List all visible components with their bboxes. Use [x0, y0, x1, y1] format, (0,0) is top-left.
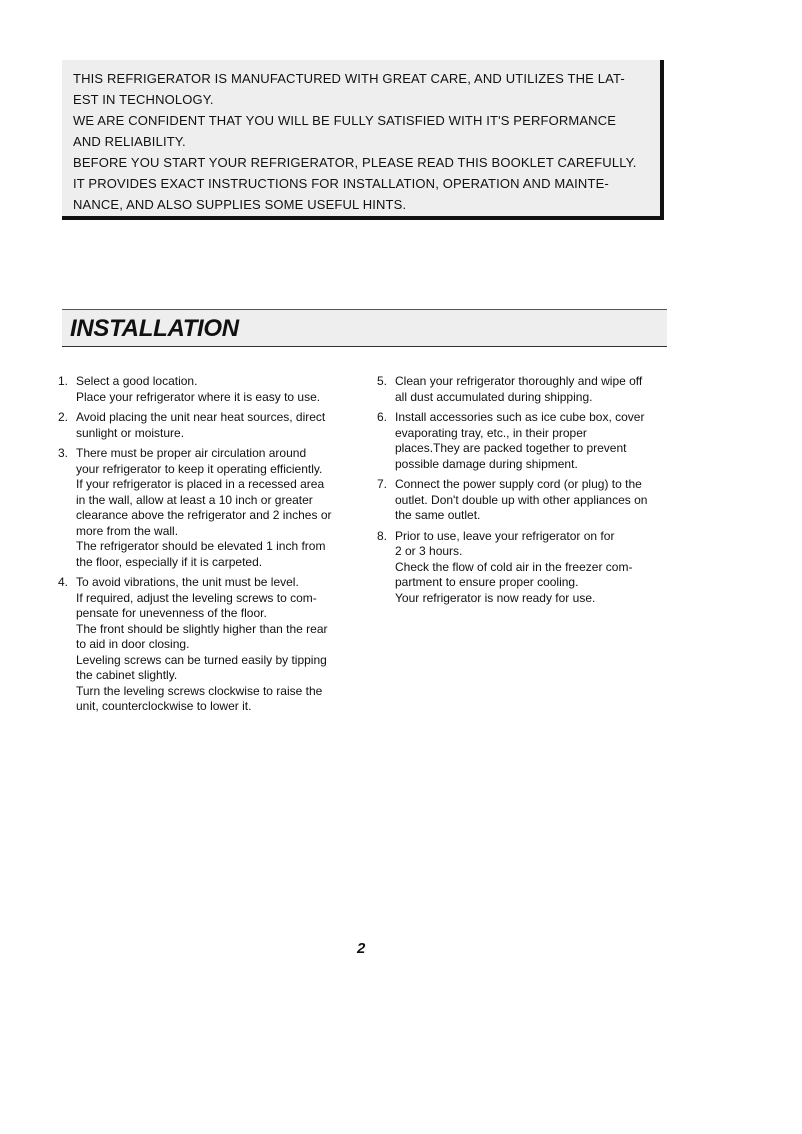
step-text: pensate for unevenness of the floor. — [76, 606, 267, 620]
step-text: possible damage during shipment. — [395, 456, 578, 471]
step-number: 6. — [377, 410, 388, 424]
intro-line: AND RELIABILITY. — [73, 134, 186, 149]
step-text: the same outlet. — [395, 508, 481, 522]
step-text: Leveling screws can be turned easily by tipping — [76, 652, 327, 667]
step-text: If required, adjust the leveling screws to com- — [76, 590, 317, 605]
step-text: The refrigerator should be elevated 1 inch from — [76, 539, 326, 553]
step-text: Connect the power supply cord (or plug) to the — [395, 477, 642, 491]
step-text: There must be proper air circulation around — [76, 446, 307, 460]
step-number: 7. — [377, 477, 388, 491]
step-text: Install accessories such as ice cube box, cover — [395, 410, 645, 424]
step-text: Clean your refrigerator thoroughly and wipe off — [395, 374, 643, 388]
section-title: INSTALLATION — [70, 315, 239, 342]
step-text: to aid in door closing. — [76, 637, 190, 651]
step-5 — [377, 374, 677, 405]
step-text: your refrigerator to keep it operating efficiently. — [76, 461, 323, 476]
step-text: Place your refrigerator where it is easy to use. — [76, 389, 321, 404]
step-2 — [58, 410, 358, 441]
step-1 — [58, 374, 358, 405]
intro-text — [73, 68, 658, 215]
step-text: Your refrigerator is now ready for use. — [395, 590, 596, 605]
step-text: evaporating tray, etc., in their proper — [395, 425, 587, 440]
step-text: To avoid vibrations, the unit must be level. — [76, 575, 299, 589]
step-text: the cabinet slightly. — [76, 668, 178, 682]
step-text: partment to ensure proper cooling. — [395, 575, 579, 589]
step-text: more from the wall. — [76, 523, 179, 538]
step-text: Select a good location. — [76, 374, 198, 388]
intro-line: EST IN TECHNOLOGY. — [73, 92, 214, 107]
step-text: Turn the leveling screws clockwise to raise the — [76, 683, 323, 698]
step-text: all dust accumulated during shipping. — [395, 389, 593, 404]
intro-line: IT PROVIDES EXACT INSTRUCTIONS FOR INSTALLATION, OPERATION AND MAINTE- — [73, 176, 609, 191]
step-text: unit, counterclockwise to lower it. — [76, 699, 252, 713]
step-number: 5. — [377, 374, 388, 388]
step-3 — [58, 446, 358, 570]
step-number: 2. — [58, 410, 69, 424]
step-text: 2 or 3 hours. — [395, 544, 463, 558]
intro-line: BEFORE YOU START YOUR REFRIGERATOR, PLEASE READ THIS BOOKLET CAREFULLY. — [73, 155, 637, 170]
step-7 — [377, 477, 677, 524]
step-4 — [58, 575, 358, 715]
intro-line: THIS REFRIGERATOR IS MANUFACTURED WITH GREAT CARE, AND UTILIZES THE LAT- — [73, 71, 625, 86]
steps-left-column — [58, 374, 358, 720]
step-number: 3. — [58, 446, 69, 460]
step-number: 1. — [58, 374, 69, 388]
intro-line: WE ARE CONFIDENT THAT YOU WILL BE FULLY SATISFIED WITH IT'S PERFORMANCE — [73, 113, 617, 128]
step-8 — [377, 529, 677, 607]
step-text: Prior to use, leave your refrigerator on for — [395, 528, 615, 543]
step-text: places.They are packed together to prevent — [395, 441, 627, 455]
step-number: 8. — [377, 528, 388, 543]
page-number: 2 — [357, 940, 366, 957]
step-text: clearance above the refrigerator and 2 inches or — [76, 508, 332, 522]
step-text: If your refrigerator is placed in a recessed area — [76, 477, 325, 491]
intro-line: NANCE, AND ALSO SUPPLIES SOME USEFUL HINTS. — [73, 197, 407, 212]
step-text: outlet. Don't double up with other appliances on — [395, 492, 648, 507]
step-number: 4. — [58, 575, 69, 589]
step-text: in the wall, allow at least a 10 inch or greater — [76, 492, 313, 507]
step-text: sunlight or moisture. — [76, 425, 185, 440]
steps-right-column — [377, 374, 677, 611]
step-text: The front should be slightly higher than the rear — [76, 621, 328, 636]
step-text: the floor, especially if it is carpeted. — [76, 554, 263, 569]
step-text: Avoid placing the unit near heat sources, direct — [76, 410, 326, 424]
step-6 — [377, 410, 677, 472]
step-text: Check the flow of cold air in the freezer com- — [395, 559, 633, 574]
